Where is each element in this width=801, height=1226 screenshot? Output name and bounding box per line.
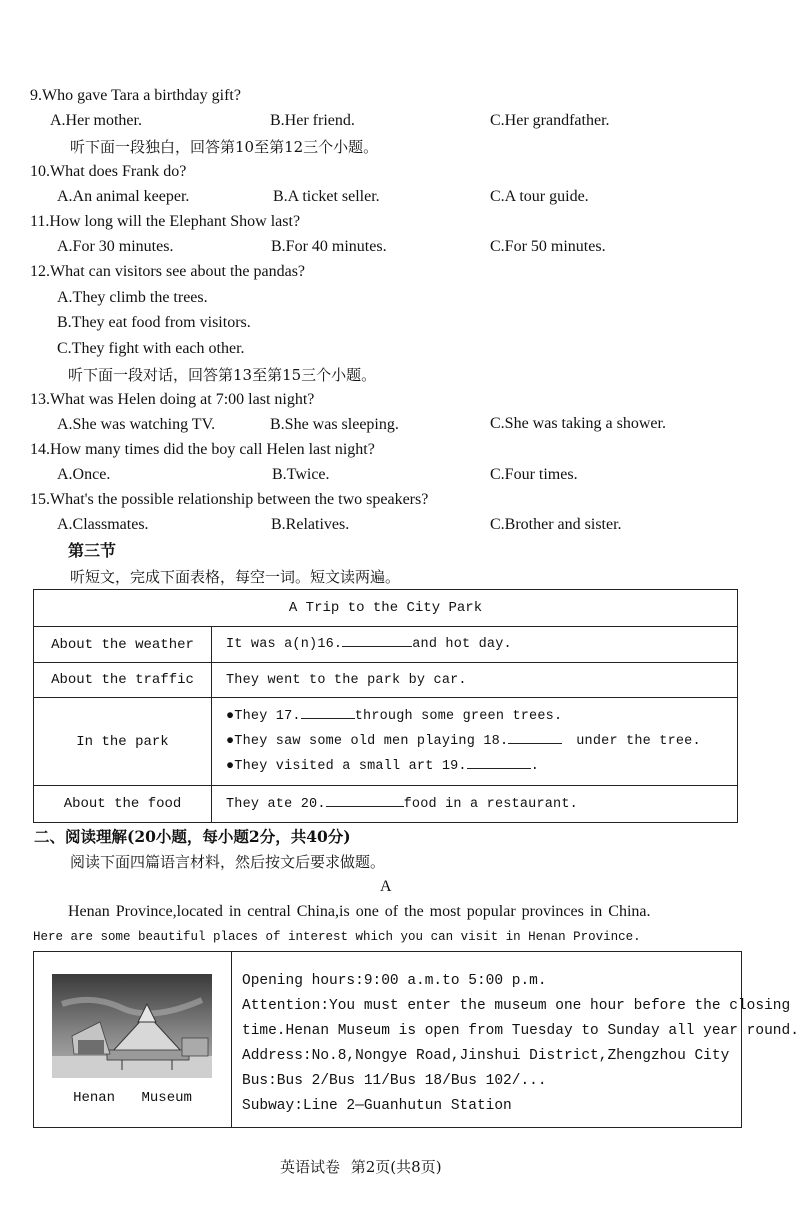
question-9: 9.Who gave Tara a birthday gift? [30, 87, 241, 104]
instruction-13-15: 听下面一段对话，回答第13至第15三个小题。 [68, 366, 377, 384]
museum-attention-1: Attention:You must enter the museum one hour before the closing [242, 998, 791, 1014]
blank-17[interactable] [301, 718, 355, 719]
q13-option-b: B.She was sleeping. [270, 416, 399, 433]
q9-option-a: A.Her mother. [50, 112, 142, 129]
museum-info [242, 969, 799, 1119]
passage-intro-2: Here are some beautiful places of interest which you can visit in Henan Province. [33, 930, 641, 944]
q10-option-c: C.A tour guide. [490, 188, 589, 205]
q14-option-b: B.Twice. [272, 466, 330, 483]
q14-option-a: A.Once. [57, 466, 111, 483]
weather-label: About the weather [34, 627, 212, 663]
park-b2-post: under the tree. [576, 734, 701, 749]
question-11: 11.How long will the Elephant Show last? [30, 213, 301, 230]
park-b1-post: through some green trees. [354, 709, 563, 724]
park-bullet-1 [226, 704, 737, 729]
reading-instruction: 阅读下面四篇语言材料，然后按文后要求做题。 [70, 853, 386, 871]
section-3-title: 第三节 [68, 541, 117, 560]
food-row [212, 786, 738, 823]
q11-option-c: C.For 50 minutes. [490, 238, 606, 255]
park-label: In the park [34, 698, 212, 786]
food-text-pre: They ate 20. [226, 796, 326, 812]
q9-option-b: B.Her friend. [270, 112, 355, 129]
q15-option-a: A.Classmates. [57, 516, 149, 533]
food-text-post: food in a restaurant. [403, 796, 578, 812]
q10-option-b: B.A ticket seller. [273, 188, 380, 205]
q11-option-a: A.For 30 minutes. [57, 238, 174, 255]
park-b1-pre: ●They 17. [226, 709, 301, 724]
reading-heading: 二、阅读理解(20小题，每小题2分，共40分) [34, 827, 351, 846]
q12-option-c: C.They fight with each other. [57, 340, 245, 357]
museum-photo [52, 974, 212, 1078]
q14-option-c: C.Four times. [490, 466, 578, 483]
passage-letter: A [380, 878, 392, 895]
q12-option-a: A.They climb the trees. [57, 289, 208, 306]
blank-18[interactable] [508, 743, 562, 744]
question-10: 10.What does Frank do? [30, 163, 187, 180]
museum-box [33, 951, 799, 1128]
park-row [212, 698, 738, 786]
section-3-instruction: 听短文，完成下面表格，每空一词。短文读两遍。 [70, 568, 401, 586]
question-14: 14.How many times did the boy call Helen last night? [30, 441, 375, 458]
question-15: 15.What's the possible relationship between the two speakers? [30, 491, 429, 508]
page-footer: 英语试卷 第2页(共8页) [280, 1158, 442, 1176]
q15-option-b: B.Relatives. [271, 516, 350, 533]
park-b3-pre: ●They visited a small art 19. [226, 759, 467, 774]
q15-option-c: C.Brother and sister. [490, 516, 622, 533]
park-bullet-3 [226, 754, 737, 779]
blank-20[interactable] [326, 806, 404, 807]
museum-hours: Opening hours:9:00 a.m.to 5:00 p.m. [242, 973, 547, 989]
museum-subway: Subway:Line 2—Guanhutun Station [242, 1098, 512, 1114]
weather-text-pre: It was a(n)16. [226, 637, 343, 652]
q10-option-a: A.An animal keeper. [57, 188, 190, 205]
traffic-label: About the traffic [34, 663, 212, 698]
food-label: About the food [34, 786, 212, 823]
question-12: 12.What can visitors see about the pandas? [30, 263, 306, 280]
q13-option-a: A.She was watching TV. [57, 416, 216, 433]
museum-divider [231, 952, 232, 1127]
park-bullet-2 [226, 729, 737, 754]
q9-option-c: C.Her grandfather. [490, 112, 610, 129]
q13-option-c: C.She was taking a shower. [490, 415, 666, 432]
museum-attention-2: time.Henan Museum is open from Tuesday to Sunday all year round. [242, 1023, 799, 1039]
blank-19[interactable] [467, 768, 531, 769]
blank-16[interactable] [342, 646, 412, 647]
museum-bus: Bus:Bus 2/Bus 11/Bus 18/Bus 102/... [242, 1073, 547, 1089]
museum-caption: Henan Museum [73, 1090, 192, 1106]
traffic-text: They went to the park by car. [212, 663, 738, 698]
park-b2-pre: ●They saw some old men playing 18. [226, 734, 509, 749]
instruction-10-12: 听下面一段独白，回答第10至第12三个小题。 [70, 138, 379, 156]
q11-option-b: B.For 40 minutes. [271, 238, 387, 255]
park-b3-post: . [530, 759, 540, 774]
table-title: A Trip to the City Park [34, 590, 738, 627]
weather-row [212, 627, 738, 663]
trip-table [33, 589, 738, 823]
weather-text-post: and hot day. [412, 637, 512, 652]
passage-intro-1: Henan Province,located in central China,is one of the most popular provinces in China. [68, 903, 651, 920]
question-13: 13.What was Helen doing at 7:00 last night? [30, 391, 315, 408]
q12-option-b: B.They eat food from visitors. [57, 314, 251, 331]
museum-address: Address:No.8,Nongye Road,Jinshui District,Zhengzhou City [242, 1048, 730, 1064]
